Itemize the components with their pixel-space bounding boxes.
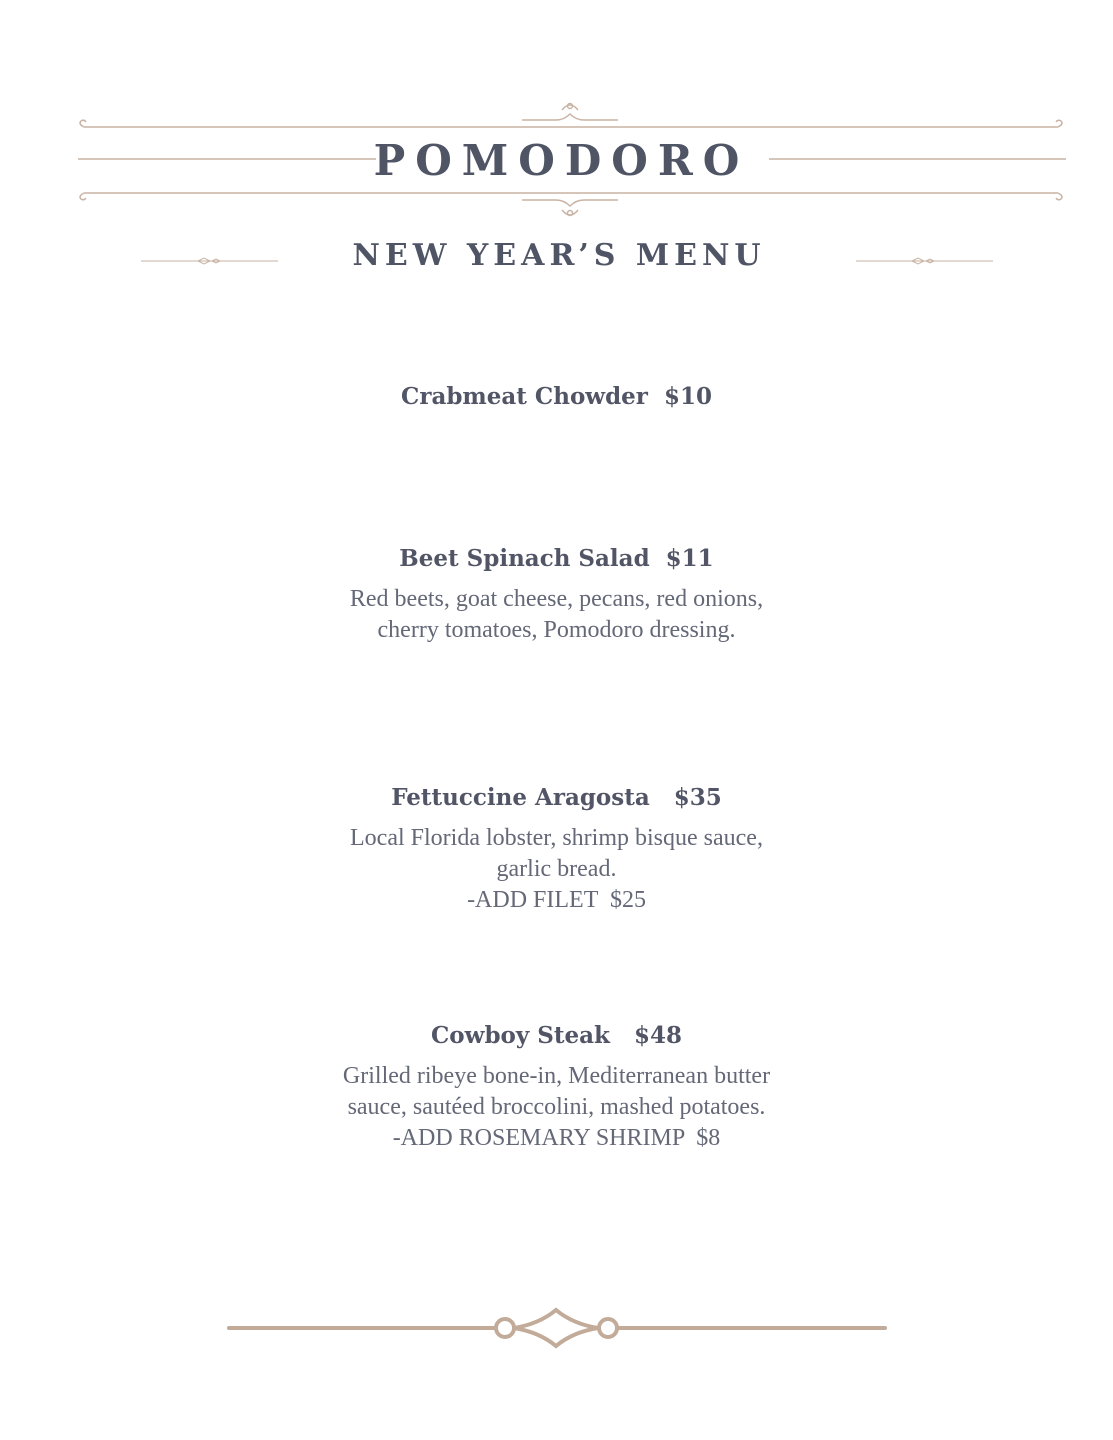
menu-item-description: Grilled ribeye bone-in, Mediterranean butter sauce, sautéed broccolini, mashed potatoes.: [342, 1063, 771, 1120]
top-rule-curl-left: [80, 120, 86, 127]
bottom-rule-curl-right: [1056, 193, 1062, 200]
menu-item-name: Fettuccine Aragosta $35: [391, 784, 722, 811]
bottom-flourish: [522, 200, 618, 206]
menu-item-addon: -ADD FILET $25: [467, 887, 646, 913]
footer-circle-right: [599, 1319, 617, 1337]
menu-item: [0, 383, 1113, 410]
menu-item-name: Beet Spinach Salad $11: [399, 545, 714, 572]
menu-item-description: Red beets, goat cheese, pecans, red onions, cherry tomatoes, Pomodoro dressing.: [349, 586, 764, 643]
top-rule-curl-right: [1056, 120, 1062, 127]
menu-item-description: Local Florida lobster, shrimp bisque sauce, garlic bread.: [350, 825, 763, 882]
menu-item-name: Cowboy Steak $48: [431, 1022, 682, 1049]
footer-circle-left: [496, 1319, 514, 1337]
menu-item-addon: -ADD ROSEMARY SHRIMP $8: [392, 1125, 721, 1151]
footer-ornament: [0, 1300, 1113, 1360]
menu-item: [0, 784, 1113, 916]
bottom-rule-curl-left: [80, 193, 86, 200]
menu-item: [0, 545, 1113, 646]
top-flourish: [522, 114, 618, 120]
restaurant-name: POMODORO: [373, 136, 750, 185]
menu-item-name: Crabmeat Chowder $10: [401, 383, 712, 410]
menu-item: [0, 1022, 1113, 1154]
menu-title: NEW YEAR’S MENU: [352, 238, 766, 273]
footer-diamond: [514, 1310, 598, 1346]
top-flourish-dot: [568, 104, 573, 109]
bottom-flourish-dot: [568, 211, 573, 216]
